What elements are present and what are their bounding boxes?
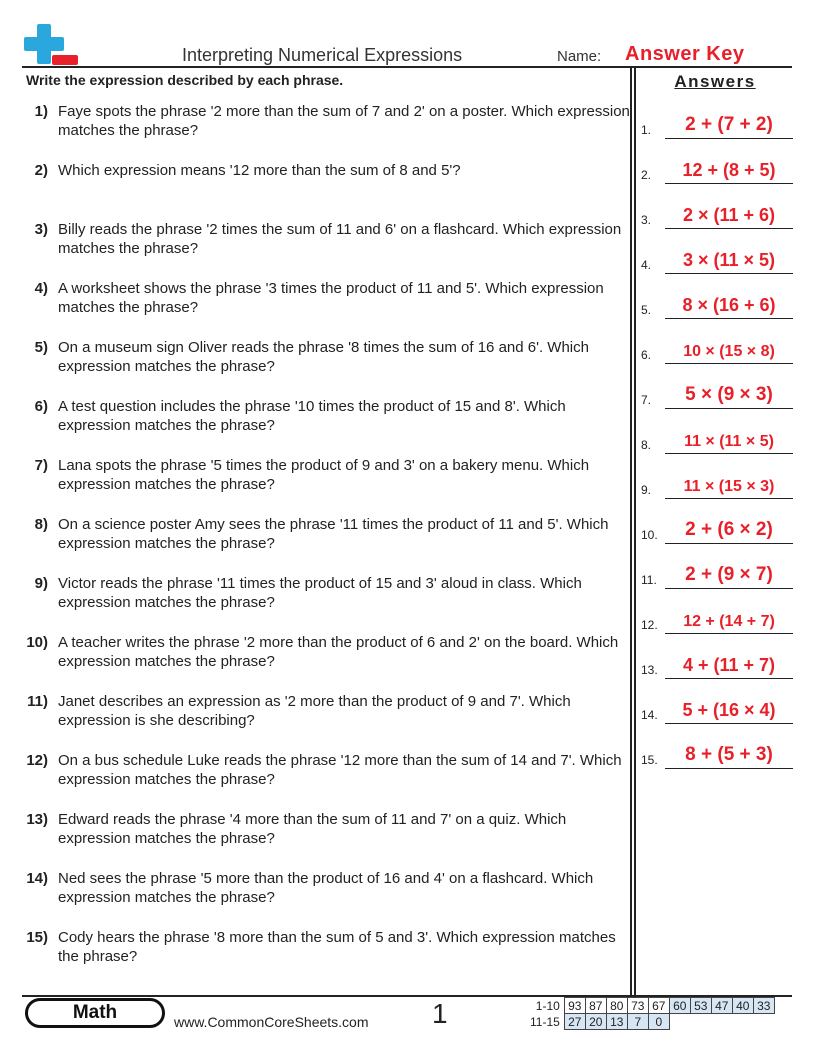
score-cell: 20 [585, 1014, 606, 1030]
answer-line [665, 723, 793, 724]
score-cell: 67 [648, 998, 669, 1014]
website-link[interactable]: www.CommonCoreSheets.com [174, 1014, 369, 1030]
question-text: Janet describes an expression as '2 more than the product of 9 and 7'. Which expression is she describing? [58, 693, 571, 729]
answer-value: 12 + (14 + 7) [683, 613, 775, 630]
answer-item [641, 473, 793, 499]
score-cell: 13 [606, 1014, 627, 1030]
question-number: 6) [34, 398, 48, 415]
question-number: 5) [34, 339, 48, 356]
score-table [528, 997, 775, 1030]
answer-value: 5 + (16 × 4) [682, 700, 776, 720]
question-text: Edward reads the phrase '4 more than the sum of 11 and 7' on a quiz. Which expression matches the phrase? [58, 811, 567, 847]
score-cell: 87 [585, 998, 606, 1014]
score-range: 1-10 [535, 998, 560, 1013]
question-text: Cody hears the phrase '8 more than the sum of 5 and 3'. Which expression matches the phrase? [58, 929, 616, 965]
header-divider [22, 66, 792, 68]
answer-number: 8. [641, 438, 652, 452]
answer-value: 5 × (9 × 3) [685, 384, 773, 405]
question-number: 4) [34, 280, 48, 297]
question-text: A test question includes the phrase '10 times the product of 15 and 8'. Which expression matches the phrase? [58, 398, 566, 434]
answer-item [641, 698, 793, 724]
question-number: 13) [26, 811, 48, 828]
answer-item [641, 203, 793, 229]
answer-item [641, 608, 793, 634]
answer-value: 2 + (6 × 2) [685, 519, 773, 540]
answer-value: 2 + (7 + 2) [685, 114, 773, 135]
score-cell: 53 [690, 998, 711, 1014]
score-cell: 7 [627, 1014, 648, 1030]
answer-number: 14. [641, 708, 658, 722]
answer-number: 3. [641, 213, 652, 227]
instructions: Write the expression described by each phrase. [26, 72, 344, 88]
question-number: 2) [34, 162, 48, 179]
answer-line [665, 273, 793, 274]
score-row [528, 1014, 774, 1030]
question-number: 11) [27, 693, 48, 710]
question-number: 3) [34, 221, 48, 238]
answer-line [665, 768, 793, 769]
question-number: 10) [26, 634, 48, 651]
question-text: On a bus schedule Luke reads the phrase '12 more than the sum of 14 and 7'. Which expression matches the phrase? [58, 752, 622, 788]
question-text: On a science poster Amy sees the phrase '11 times the product of 11 and 5'. Which expression matches the phrase? [58, 516, 609, 552]
score-cell: 27 [564, 1014, 585, 1030]
page-title: Interpreting Numerical Expressions [182, 45, 463, 65]
name-label: Name: [557, 48, 602, 65]
score-cell: 33 [753, 998, 774, 1014]
score-range: 11-15 [530, 1014, 560, 1029]
answer-line [665, 588, 793, 589]
answer-number: 9. [641, 483, 652, 497]
score-cell: 0 [648, 1014, 669, 1030]
answer-value: 8 × (16 + 6) [682, 295, 776, 315]
answer-item [641, 293, 793, 319]
answer-value: 12 + (8 + 5) [682, 160, 776, 180]
question-text: Ned sees the phrase '5 more than the product of 16 and 4' on a flashcard. Which expression matches the phrase? [58, 870, 594, 906]
answer-item [641, 428, 793, 454]
answer-item [641, 518, 793, 544]
answer-value: 10 × (15 × 8) [683, 343, 775, 360]
subject-badge: Math [25, 998, 165, 1028]
question-text: On a museum sign Oliver reads the phrase '8 times the sum of 16 and 6'. Which expression matches the phrase? [58, 339, 589, 375]
answer-line [665, 138, 793, 139]
column-divider [634, 67, 636, 995]
answer-line [665, 183, 793, 184]
question-number: 15) [26, 929, 48, 946]
question-number: 7) [34, 457, 48, 474]
question-text: A worksheet shows the phrase '3 times the product of 11 and 5'. Which expression matches the phrase? [58, 280, 604, 316]
question-number: 9) [34, 575, 48, 592]
score-cell: 93 [564, 998, 585, 1014]
score-cell: 80 [606, 998, 627, 1014]
answer-number: 12. [641, 618, 658, 632]
question-text: A teacher writes the phrase '2 more than the product of 6 and 2' on the board. Which expression matches the phrase? [58, 634, 619, 670]
answer-value: 11 × (11 × 5) [684, 433, 774, 450]
answer-number: 4. [641, 258, 652, 272]
answer-line [665, 633, 793, 634]
score-cell: 73 [627, 998, 648, 1014]
question-number: 12) [26, 752, 48, 769]
answer-value: 2 × (11 + 6) [682, 205, 776, 225]
answers-heading: Answers [674, 72, 756, 91]
answer-number: 10. [641, 528, 658, 542]
answer-item [641, 563, 793, 589]
answer-line [665, 318, 793, 319]
question-text: Billy reads the phrase '2 times the sum of 11 and 6' on a flashcard. Which expression matches the phrase? [58, 221, 622, 257]
answer-line [665, 363, 793, 364]
question-number: 1) [34, 103, 48, 120]
answer-line [665, 228, 793, 229]
answer-item [641, 158, 793, 184]
question-text: Victor reads the phrase '11 times the product of 15 and 3' aloud in class. Which expression matches the phrase? [58, 575, 582, 611]
answer-item [641, 113, 793, 139]
score-cell: 47 [711, 998, 732, 1014]
answer-line [665, 543, 793, 544]
answer-number: 13. [641, 663, 658, 677]
question-number: 14) [26, 870, 48, 887]
answer-line [665, 678, 793, 679]
answer-line [665, 453, 793, 454]
answer-value: 3 × (11 × 5) [682, 250, 776, 270]
score-row [528, 998, 774, 1014]
plus-minus-logo-icon [22, 22, 80, 68]
answer-value: 2 + (9 × 7) [685, 564, 773, 585]
answer-line [665, 408, 793, 409]
answer-line [665, 498, 793, 499]
answer-item [641, 743, 793, 769]
answer-number: 6. [641, 348, 652, 362]
question-text: Lana spots the phrase '5 times the product of 9 and 3' on a bakery menu. Which expression matches the phrase? [58, 457, 590, 493]
answer-item [641, 338, 793, 364]
score-cell: 40 [732, 998, 753, 1014]
score-cell: 60 [669, 998, 690, 1014]
answer-value: 4 + (11 + 7) [682, 655, 776, 675]
answer-number: 5. [641, 303, 652, 317]
question-text: Which expression means '12 more than the sum of 8 and 5'? [58, 162, 461, 179]
answer-number: 2. [641, 168, 652, 182]
page-number: 1 [432, 998, 448, 1029]
answer-value: 11 × (15 × 3) [683, 478, 775, 495]
answer-item [641, 383, 793, 409]
answer-number: 11. [641, 573, 657, 587]
answer-number: 1. [641, 123, 652, 137]
answer-value: 8 + (5 + 3) [685, 744, 773, 765]
answer-key-label: Answer Key [625, 43, 745, 65]
column-divider [630, 67, 632, 995]
question-number: 8) [34, 516, 48, 533]
answer-number: 7. [641, 393, 652, 407]
answer-number: 15. [641, 753, 658, 767]
answer-item [641, 653, 793, 679]
question-text: Faye spots the phrase '2 more than the sum of 7 and 2' on a poster. Which expression matches the phrase? [58, 103, 630, 139]
answer-item [641, 248, 793, 274]
